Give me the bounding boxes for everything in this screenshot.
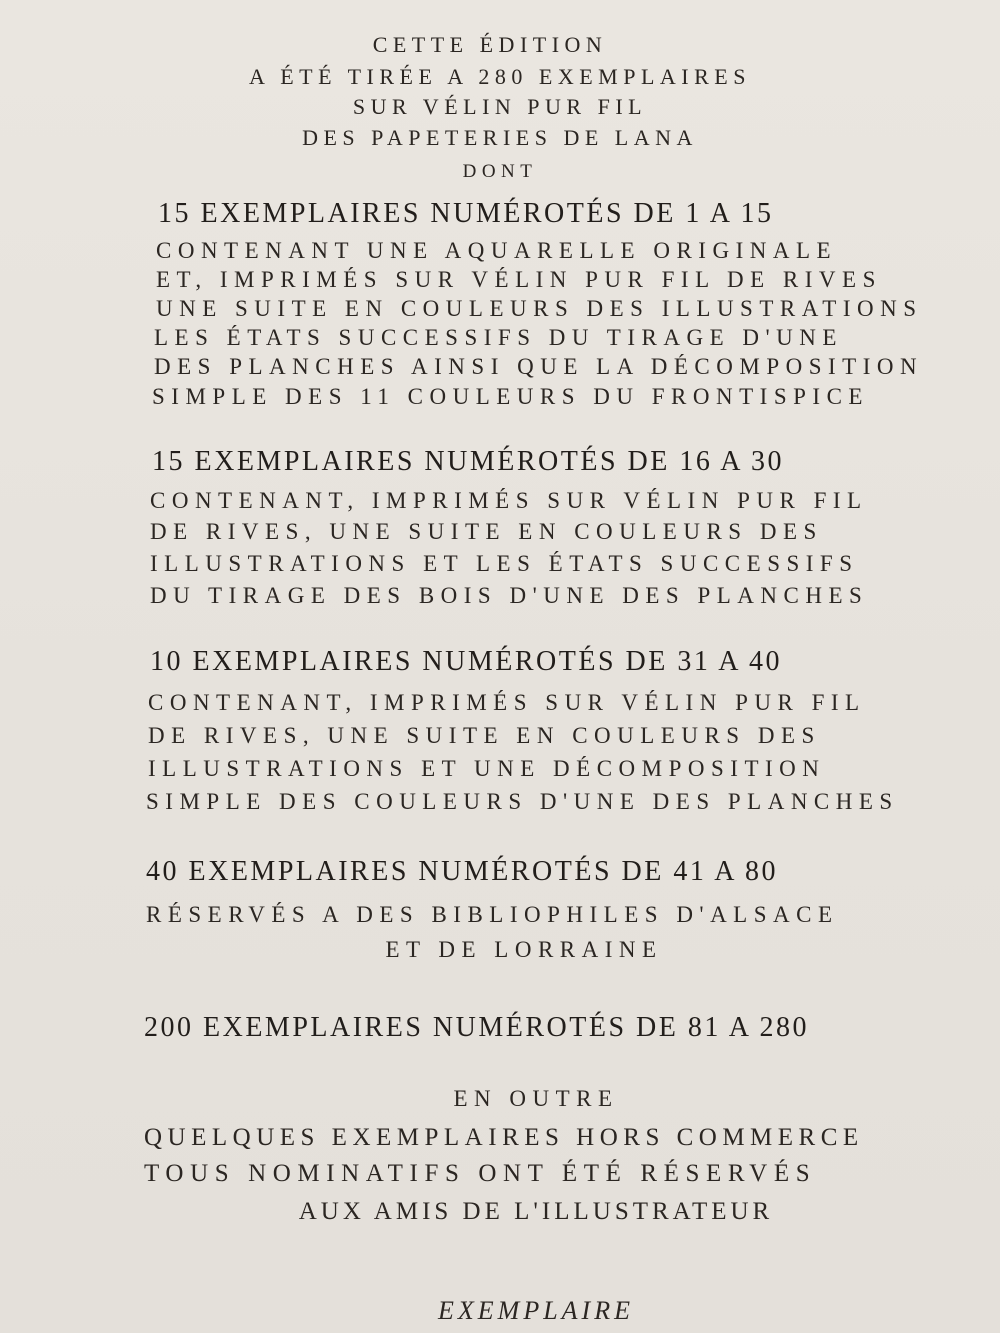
outro-line: TOUS NOMINATIFS ONT ÉTÉ RÉSERVÉS (144, 1160, 817, 1187)
section-line: DU TIRAGE DES BOIS D'UNE DES PLANCHES (150, 583, 869, 608)
section-heading: 10 EXEMPLAIRES NUMÉROTÉS DE 31 A 40 (150, 646, 782, 677)
outro-line: EN OUTRE (453, 1086, 619, 1111)
intro-line: A ÉTÉ TIRÉE A 280 EXEMPLAIRES (249, 64, 751, 89)
section-line: CONTENANT UNE AQUARELLE ORIGINALE (156, 238, 838, 263)
section-line: CONTENANT, IMPRIMÉS SUR VÉLIN PUR FIL (148, 690, 866, 715)
section-line: CONTENANT, IMPRIMÉS SUR VÉLIN PUR FIL (150, 488, 868, 513)
section-line: ET, IMPRIMÉS SUR VÉLIN PUR FIL DE RIVES (156, 267, 882, 292)
section-line: ET DE LORRAINE (385, 937, 663, 962)
section-line: DES PLANCHES AINSI QUE LA DÉCOMPOSITION (154, 354, 924, 379)
section-heading: 40 EXEMPLAIRES NUMÉROTÉS DE 41 A 80 (146, 856, 778, 887)
section-heading: 200 EXEMPLAIRES NUMÉROTÉS DE 81 A 280 (144, 1012, 809, 1043)
section-line: SIMPLE DES COULEURS D'UNE DES PLANCHES (146, 789, 899, 814)
section-line: LES ÉTATS SUCCESSIFS DU TIRAGE D'UNE (154, 325, 843, 350)
outro-line: QUELQUES EXEMPLAIRES HORS COMMERCE (144, 1124, 864, 1151)
section-heading: 15 EXEMPLAIRES NUMÉROTÉS DE 16 A 30 (152, 446, 784, 477)
section-line: ILLUSTRATIONS ET LES ÉTATS SUCCESSIFS (150, 551, 859, 576)
intro-line: DES PAPETERIES DE LANA (302, 125, 698, 150)
section-heading: 15 EXEMPLAIRES NUMÉROTÉS DE 1 A 15 (158, 198, 774, 229)
section-line: ILLUSTRATIONS ET UNE DÉCOMPOSITION (148, 756, 826, 781)
intro-line: SUR VÉLIN PUR FIL (352, 94, 648, 119)
section-line: UNE SUITE EN COULEURS DES ILLUSTRATIONS (156, 296, 923, 321)
section-line: DE RIVES, UNE SUITE EN COULEURS DES (150, 519, 823, 544)
outro-line: AUX AMIS DE L'ILLUSTRATEUR (298, 1198, 774, 1225)
copy-number-label: EXEMPLAIRE (438, 1296, 634, 1325)
section-line: DE RIVES, UNE SUITE EN COULEURS DES (148, 723, 821, 748)
section-line: RÉSERVÉS A DES BIBLIOPHILES D'ALSACE (146, 902, 839, 927)
intro-line: CETTE ÉDITION (372, 32, 608, 57)
intro-line: DONT (462, 161, 538, 182)
section-line: SIMPLE DES 11 COULEURS DU FRONTISPICE (152, 384, 869, 409)
